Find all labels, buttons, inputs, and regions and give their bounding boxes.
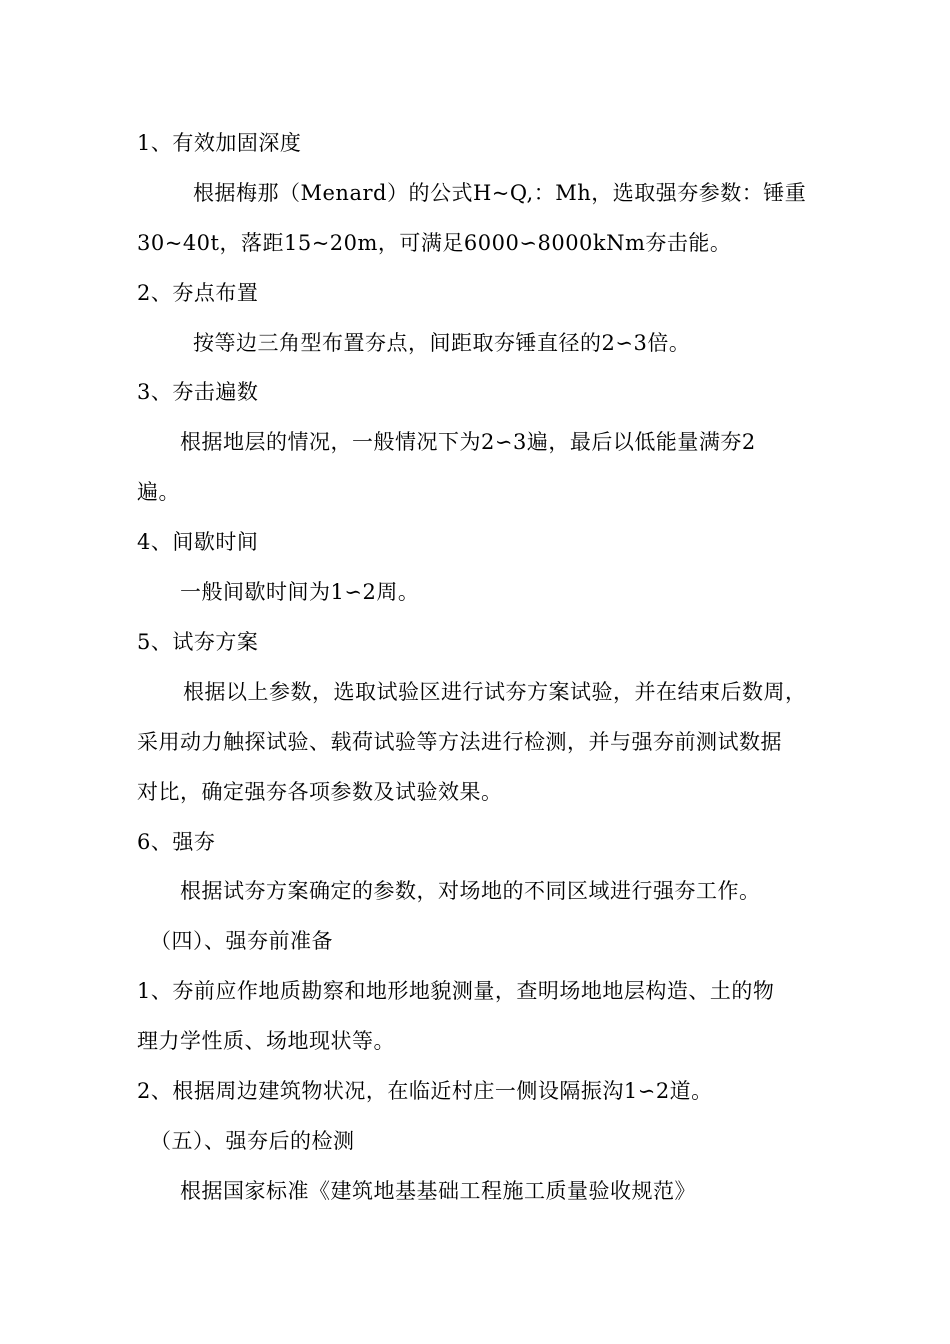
paragraph-line: 根据地层的情况，一般情况下为2∽3遍，最后以低能量满夯2 [180,430,756,454]
heading-dynamic-compaction: 6、强夯 [137,830,216,854]
heading-tamping-layout: 2、夯点布置 [137,281,259,305]
paragraph-line: 根据梅那（Menard）的公式H~Q,：Mh，选取强夯参数：锤重 [193,181,807,205]
paragraph-line: 2、根据周边建筑物状况，在临近村庄一侧设隔振沟1∽2道。 [137,1079,713,1103]
paragraph-line: 按等边三角型布置夯点，间距取夯锤直径的2∽3倍。 [193,331,691,355]
paragraph-line: 一般间歇时间为1∽2周。 [180,580,420,604]
paragraph-line: 遍。 [137,480,180,504]
section-heading-inspection: （五）、强夯后的检测 [150,1129,355,1153]
heading-trial-scheme: 5、试夯方案 [137,630,259,654]
heading-tamping-passes: 3、夯击遍数 [137,380,259,404]
paragraph-line: 对比，确定强夯各项参数及试验效果。 [137,780,503,804]
section-heading-preparation: （四）、强夯前准备 [150,929,333,953]
paragraph-line: 采用动力触探试验、载荷试验等方法进行检测，并与强夯前测试数据 [137,730,782,754]
paragraph-line: 根据试夯方案确定的参数，对场地的不同区域进行强夯工作。 [180,879,761,903]
paragraph-line: 根据国家标准《建筑地基基础工程施工质量验收规范》 [180,1179,696,1203]
heading-effective-depth: 1、有效加固深度 [137,131,302,155]
paragraph-line: 根据以上参数，选取试验区进行试夯方案试验，并在结束后数周， [183,680,807,704]
paragraph-line: 30~40t，落距15~20m，可满足6000∽8000kNm夯击能。 [137,231,732,255]
paragraph-line: 1、夯前应作地质勘察和地形地貌测量，查明场地地层构造、土的物 [137,979,775,1003]
paragraph-line: 理力学性质、场地现状等。 [137,1029,395,1053]
heading-interval-time: 4、间歇时间 [137,530,259,554]
